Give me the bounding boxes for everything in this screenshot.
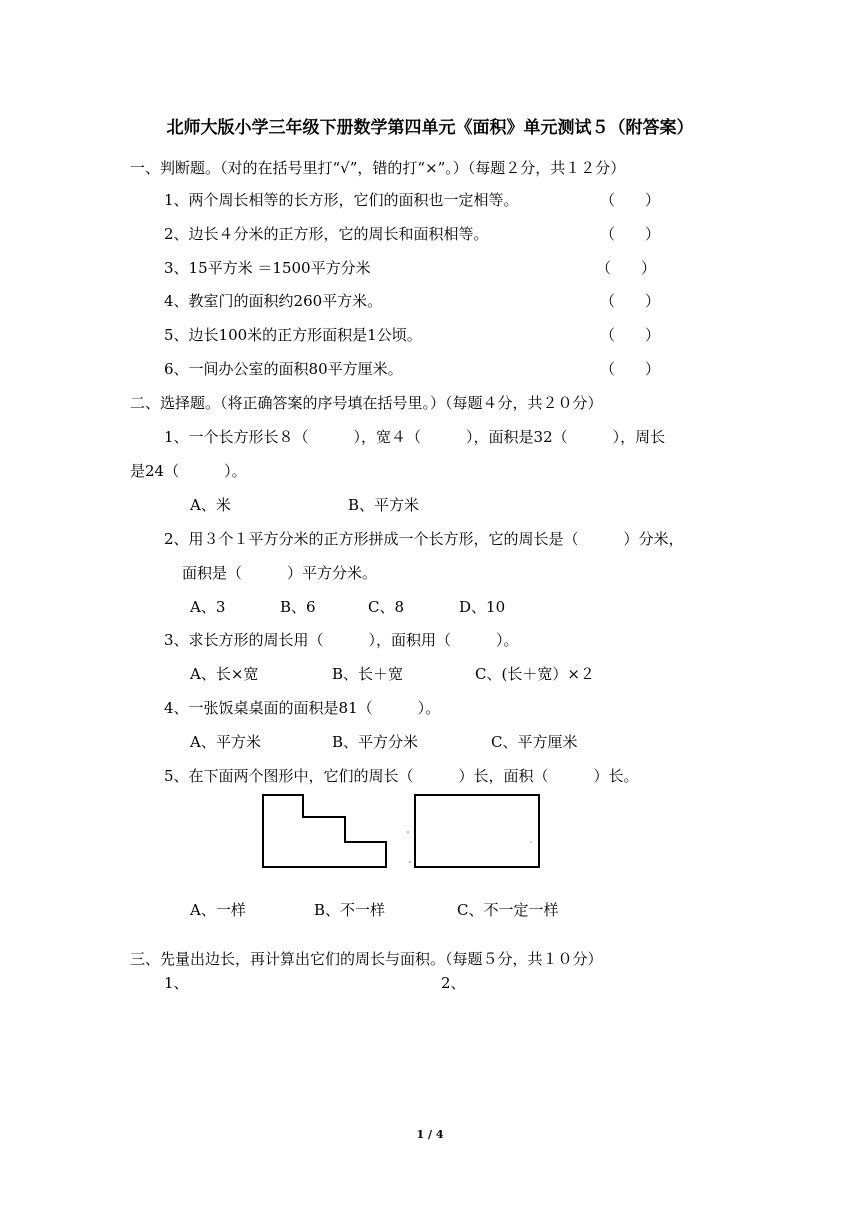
answer-blank-6[interactable]: （ ） (600, 360, 661, 378)
q4-option-c: C、平方厘米 (491, 733, 578, 751)
judge-item-1: 1、两个周长相等的长方形，它们的面积也一定相等。 (164, 191, 519, 209)
judge-item-4: 4、教室门的面积约260平方米。 (164, 292, 383, 310)
judge-item-5: 5、边长100米的正方形面积是1公顷。 (164, 326, 422, 344)
judge-item-3: 3、15平方米 ＝1500平方分米 (164, 259, 371, 277)
q3-option-a: A、长×宽 (190, 665, 259, 683)
answer-blank-1[interactable]: （ ） (600, 191, 661, 209)
rectangle-shape (415, 795, 539, 867)
q3-option-b: B、长＋宽 (332, 665, 404, 683)
measure-item-2: 2、 (441, 974, 466, 992)
judge-item-2: 2、边长４分米的正方形，它的周长和面积相等。 (164, 225, 489, 243)
q5-option-c: C、不一定一样 (457, 901, 559, 919)
staircase-shape (263, 795, 386, 867)
document-title: 北师大版小学三年级下册数学第四单元《面积》单元测试５（附答案） (166, 118, 694, 138)
q5-option-a: A、一样 (190, 901, 246, 919)
q4-option-a: A、平方米 (190, 733, 261, 751)
section3-heading: 三、先量出边长，再计算出它们的周长与面积。（每题５分，共１０分） (130, 950, 603, 968)
measure-item-1: 1、 (164, 974, 189, 992)
answer-blank-3[interactable]: （ ） (596, 259, 657, 277)
q2-option-d: D、10 (459, 598, 506, 616)
q5-option-b: B、不一样 (314, 901, 386, 919)
choice-q1-line2: 是24（ ）。 (130, 462, 247, 480)
q2-option-a: A、3 (190, 598, 226, 616)
answer-blank-2[interactable]: （ ） (600, 225, 661, 243)
q1-option-a: A、米 (190, 496, 231, 514)
choice-q3-line: 3、求长方形的周长用（ ），面积用（ ）。 (164, 631, 519, 649)
section2-heading: 二、选择题。（将正确答案的序号填在括号里。）（每题４分，共２０分） (130, 394, 603, 412)
choice-q2-line2: 面积是（ ）平方分米。 (182, 564, 378, 582)
q3-option-c: C、(长＋宽）×２ (475, 665, 595, 683)
answer-blank-4[interactable]: （ ） (600, 292, 661, 310)
section1-heading: 一、判断题。（对的在括号里打“√”，错的打“×”。）（每题２分，共１２分） (130, 159, 626, 177)
choice-q2-line1: 2、用３个１平方分米的正方形拼成一个长方形，它的周长是（ ）分米， (164, 530, 684, 548)
q2-option-b: B、6 (280, 598, 316, 616)
choice-q4-line: 4、一张饭桌桌面的面积是81（ ）。 (164, 699, 441, 717)
page-number: 1 / 4 (416, 1128, 444, 1141)
q2-option-c: C、8 (368, 598, 405, 616)
q1-option-b: B、平方米 (348, 496, 420, 514)
q4-option-b: B、平方分米 (332, 733, 419, 751)
answer-blank-5[interactable]: （ ） (600, 326, 661, 344)
q5-figures (255, 790, 555, 872)
choice-q5-line: 5、在下面两个图形中，它们的周长（ ）长，面积（ ）长。 (164, 767, 639, 785)
choice-q1-line1: 1、一个长方形长８（ ），宽４（ ），面积是32（ ），周长 (164, 428, 666, 446)
judge-item-6: 6、一间办公室的面积80平方厘米。 (164, 360, 403, 378)
